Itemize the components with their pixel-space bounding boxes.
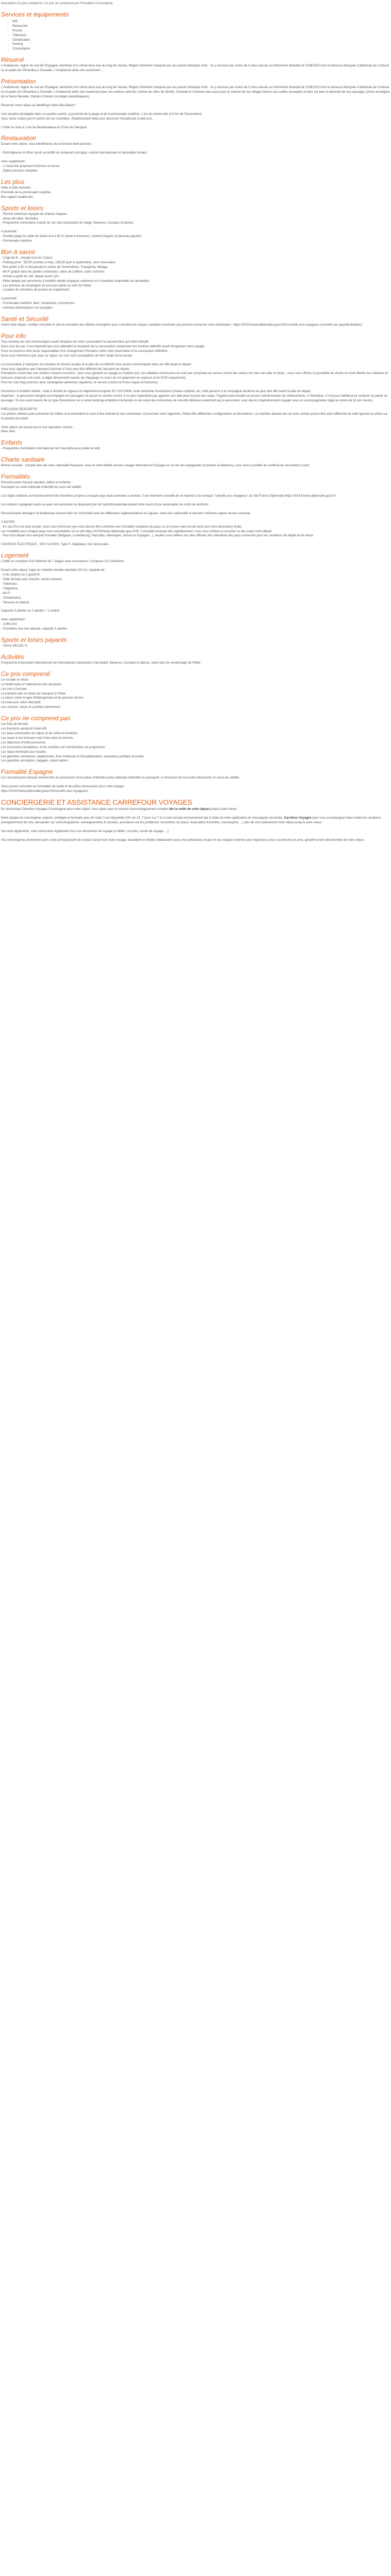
sante-title: Santé et Sécurité xyxy=(1,315,49,323)
enfants-paragraph: - Programme d'animation international non francophone en juillet et août. xyxy=(1,447,101,451)
sports-payants-section xyxy=(1,636,390,649)
formalites-paragraph: Les mineurs voyageant seuls ou avec une personne ne disposant pas de l'autorité parentale doivent être munis d'une autorisation de sortie de territoire. xyxy=(1,503,209,506)
formalites-title: Formalités xyxy=(1,473,30,481)
service-item: • Parking xyxy=(12,42,390,47)
presentation-paragraph: L'hôtel se situe à 1 km de Benalmadena et 13 km de l'aéroport. xyxy=(1,126,88,129)
pour-info-section xyxy=(1,332,390,434)
conciergerie-p2-text: Notre équipe de conciergerie, experte, protégée et humaine (pas de robot !) est disponible 24h sur 24, 7 jours sur 7 et à votre écoute exclusivement par le biais de notre application de messagerie sécurisée, xyxy=(1,816,284,820)
logement-title: Logement xyxy=(1,552,29,560)
restauration-paragraph: Avec supplément : - 1 snack-bar proposant boissons et encas. - Option pension complète. xyxy=(1,160,60,173)
logement-paragraph: Durant votre séjour, logez en chambre double standard (23 m²), équipée de : - 2 lits simples ou 1 grand lit. - Salle de bain avec douche, sèche-cheveux. - Télévision. - Téléphone. - Wi-Fi. - Climatisation. - Terrasse ou balcon. xyxy=(1,569,106,604)
conciergerie-p1-text: En choisissant Carrefour Voyages Conciergerie pour votre séjour, vous optez pour un service d'accompagnement complet xyxy=(1,808,169,811)
sports-title: Sports et loisirs xyxy=(1,204,44,212)
sante-section xyxy=(1,315,390,328)
formalites-paragraph: COURANT ÉLECTRIQUE : 230 V et 50Hz. Type F. Adaptateur non nécessaire. xyxy=(1,543,109,547)
necomprend-line: Les repas éventuels aux escales. xyxy=(1,750,47,754)
plus-line: Bon rapport qualité prix xyxy=(1,195,34,199)
activites-title: Activités xyxy=(1,653,24,660)
plus-lines xyxy=(1,186,390,200)
charte-section xyxy=(1,456,390,468)
plus-line: Proximité de la promenade maritime xyxy=(1,191,51,194)
formalites-section xyxy=(1,473,390,547)
restauration-section xyxy=(1,134,390,174)
conciergerie-p4: Vos conciergeries deviennent alors votre principal point de contact durant tout votre voyage, travaillant en étroite collaboration avec nos partenaires locaux et nos équipes internes pour répondre à tous vos besoins et ainsi, garantir le bon déroulement de votre séjour. xyxy=(1,838,365,842)
conciergerie-p2-bold: Carrefour Voyages xyxy=(284,816,312,820)
comprend-line: Les services, loisirs et activités mentionnés. xyxy=(1,706,61,709)
charte-paragraph: Bonne nouvelle : Compte tenu de votre nationalité française, vous et votre famille pouvez voyager librement en Espagne et sur les îles espagnoles (Canaries et Baléares), sans avoir à justifier de certificat de vaccination Covid. xyxy=(1,464,310,468)
comprend-line: Les vols à l'arrivée. xyxy=(1,687,28,691)
enfants-title: Enfants xyxy=(1,439,22,447)
service-item: • Télévision xyxy=(12,33,390,38)
comprend-line: Le séjour selon le type d'hébergement et de pension choisis. xyxy=(1,697,84,700)
sports-section xyxy=(1,205,390,244)
necomprend-line: Les frais de dossier. xyxy=(1,723,29,726)
enfants-section xyxy=(1,439,390,451)
bon-paragraph: A proximité : - Promenade maritime, bars, restaurants, commerces... - Animaux domestiques non acceptés. xyxy=(1,297,77,310)
conciergerie-p2-end: pour vous accompagner dans toutes les situations (enregistrement de vols, demandes sur votre programme, renseignements & conseils, assistance sur les problèmes rencontrés sur place, réservation d'activités, conciergerie, ...) afin de vivre pleinement votre séjour jusqu'à votre retour. xyxy=(1,816,381,824)
formalite_esp-paragraph: Les ressortissants français doivent être en possession d'une pièce d'identité (carte nationale d'identité ou passeport, à l'exclusion de tout autre document) en cours de validité. xyxy=(1,776,240,780)
plus-title: Les plus xyxy=(1,178,24,185)
necomprend-line: Les dépenses d'ordre personnel. xyxy=(1,741,46,744)
pourinfo-paragraph: PRÉCISION DESCRIPTIF Les photos utilisées pour présenter les hôtels et la destination le sont à titre indicatif et non-contractuel. Concernant votre logement, l'hôtel offre différentes configurations et décorations. La chambre allouée lors de votre arrivée pourra être ainsi différente de celle figurant en photo sur le présent descriptif. xyxy=(1,408,388,420)
services-title: Services et équipements xyxy=(1,10,69,18)
sports-paragraph: A proximité: - Grande plage de sable de Santa Ana à 60 m (route à traverser), chaises longues et parasols payants. - Promenade maritime. xyxy=(1,230,142,243)
top-nav-line[interactable]: Description Ce prix comprend / Ce prix ne comprend pas Formalités Conciergerie xyxy=(1,2,113,5)
conciergerie-p2 xyxy=(1,816,390,825)
services-list xyxy=(1,20,390,52)
necomprend-line: Les repas et les boissons non inclus dans la formule. xyxy=(1,736,74,740)
presentation-paragraph: Réservez votre séjour au MedPlaya Hotel Alba Beach ! xyxy=(1,104,77,107)
resume-text: L'Andalousie, région du sud de l'Espagne, bénéficie d'un climat doux tout au long de l'année. Région fortement marquée par son passé historique riche : on y recense pas moins de 5 sites classés au Patrimoine Mondial de l'UNESCO dont la fameuse Mosquée Cathédrale de Cordoue ou le palais de l'Alhambra à Grenade. L'Andalousie attire non seulement ... xyxy=(1,64,389,73)
comprend-line: Les boissons selon descriptif. xyxy=(1,701,42,705)
pourinfo-paragraph: Votre séjour est assuré par le tour opérateur suivant : Plein Vent xyxy=(1,426,74,434)
pourinfo-paragraph: La convocation à l'aéroport, les horaires en heures locales et le plan de vol définitif vous seront communiqués dans les 48h avant le départ. Vous vous signalons que l'aéroport d'arrivée à Paris peut être différent de l'aéroport de départ. Prestations à bord des vols charters moyens-courriers : pour vous garantir un voyage au meilleur prix, les collations et boissons ne sont pas comprises au service à bord des avions lors des vols aller et retour ; nous vous offrons la possibilité de choisir en toute liberté vos collations et boissons proposés à la carte, à régler directement auprès de l'équipage ou cours du vol (paiement en espèces et en EUR uniquement) Pour les vols long-courriers avec compagnies aériennes régulières, le service à bord est inclus (repas et boissons). xyxy=(1,363,388,385)
presentation-title: Présentation xyxy=(1,78,36,86)
comprend-line: Le vol aller et retour. xyxy=(1,678,29,682)
sports-paragraph: - Piscine extérieure équipée de chaises longues. - Jeneu de table, fléchettes. - Programme d'animation à partir du 1er mai (spectacles de magie, flamenco, musique et danse). xyxy=(1,212,134,225)
logement-paragraph: Capacité 3 adultes ou 2 adultes + 1 enfant. xyxy=(1,609,60,613)
formalites-paragraph: Ressortissants français (adultes, bébés et enfants) : Passeport ou carte nationale d'identité en cours de validité. xyxy=(1,481,82,489)
plus-line: Hôtel à taille humaine xyxy=(1,186,31,190)
comprend-line: Le transfert aller et retour de l'aéroport à l'hôtel. xyxy=(1,692,67,696)
ne-comprend-list xyxy=(1,722,390,764)
ne-comprend-title: Ce prix ne comprend pas xyxy=(1,715,71,722)
pourinfo-paragraph: Personnes à mobilité réduite : suite à l'entrée en vigueur du règlement européen EU 1107/2006, toute demande d'assistance (chaise roulante, etc.) doit parvenir à la compagnie aérienne au plus tard 48h avant la date de départ. Important : le personnel navigant accompagne les passagers et assure le service à bord. Il ne peut cependant pas apporter son aide pour la prise des repas, l'hygiène personnelle ou encore l'administration de médicaments. À l'identique, il n'est pas habilité pour soulever ou porter un passager. Si vous avez besoin de ce type d'assistance ou si votre handicap empêche d'entendre ou de suivre les instructions de sécurité délivrées oralement par le personnel, vous devrez impérativement voyager avec un accompagnateur (âgé au moins de 16 ans révolu). xyxy=(1,390,388,402)
necomprend-line: Les excursions facultatives, et les activités non mentionnées au programme. xyxy=(1,745,106,749)
bon-paragraph: - Linge de lit : change tous les 3 jours. - Parking privé : 5EUR (octobre à mai), 15EUR (juin à septembre), sans réservation. - Bus public à 50 m desservant le centre de Torremolinos, Fuengirola, Malaga. - Wi-Fi gratuit dans les parties communes, salon de coiffure, salon commun. - Arrivée à partir de 14h, départ avant 12h. - Hôtel adapté aux personnes à mobilité réduite (espaces communs et 4 chambres disponible sur demande). - Les animaux de compagnie ne sont pas admis au sein de l'hôtel. - Location de serviettes de piscine en supplément. xyxy=(1,257,150,292)
formalites-paragraph: Ressortissants étrangers et binationaux devront être en conformité avec les différentes réglementations en vigueur, selon leur nationalité et devront s'informer auprès de leur consulat. xyxy=(1,512,251,515)
formalites-paragraph: Les règles relatives au franchissement des frontières propres à chaque pays étant amenées à évoluer, il est vivement conseillé de se reporter à la rubrique "conseils aux voyageurs" du site France Diplomatie.https://XXXX/www.diplomatie.gouv.fr/ xyxy=(1,495,336,498)
formalite-espagne-section xyxy=(1,768,390,794)
presentation-paragraph: Une situation privilégiée dans un quartier animé, à proximité de la plage et de la promenade maritime, 1 km du centre-ville et 5 km de Torremolinos. Vous serez surpris par le confort de ses chambres. Établissement idéal pour découvrir l'Andalousie à petit prix. xyxy=(1,112,203,121)
necomprend-line: Les garanties assistance, rapatriement, frais médicaux et d'hospitalisation, assistance juridique et privée. xyxy=(1,755,145,758)
service-item: • Climatisation xyxy=(12,38,390,43)
bon-a-savoir-section xyxy=(1,248,390,311)
service-item: • Piscine xyxy=(12,29,390,33)
formalites-paragraph: A NOTER - En cas d'un vol avec escale, nous vous informons que vous devrez être conforme aux formalités sanitaires du pays où se trouve votre escale ainsi que votre destination finale. Les modalités pour chaque pays sont consultables sur le site https://XXXX/www.diplomatie.gouv.fr/fr/. L'actualité évoluant très régulièrement, nous vous invitons à consulter ce lien avant votre départ. - Pour tout départ d'un aéroport frontalier (Belgique, Luxembourg, Pays-Bas, Allemagne, Suisse ou Espagne...), veuillez vous référer aux sites officiels des ministères des pays concernés pour les conditions de départ et de retour. xyxy=(1,520,314,538)
service-item: • Restaurant xyxy=(12,24,390,29)
necomprend-line: Les taxes éventuelles de séjour et de sortie du territoire. xyxy=(1,732,78,735)
activites-paragraph: Programme d'animation international non francophone (spectacles d'acrobatie, flamenco, musique et danse), selon taux de remplissage de l'hôtel. xyxy=(1,661,201,665)
comprend-title: Ce prix comprend xyxy=(1,670,50,677)
bon-title: Bon à savoir xyxy=(1,248,36,256)
presentation-section xyxy=(1,78,390,130)
conciergerie-p1-bold: dès la veille de votre départ xyxy=(169,808,210,811)
restauration-paragraph: Durant votre séjour, vous bénéficierez de la formule demi-pension. xyxy=(1,143,92,146)
pourinfo-paragraph: Tous horaires de vols communiqués avant réception de votre convocation ne peuvent être qu'à titre indicatif. Dans tous les cas, il est impératif que vous attendiez la réception de la convocation comprenant les horaires définitifs avant d'organiser votre voyage. Nous ne pourrons être tenus responsables d'un changement d'horaires entre votre réservation et la convocation définitive. Nous vous informons que, pour ce séjour, les vols sont susceptibles de faire l'objet d'une escale. xyxy=(1,340,205,358)
logement-paragraph: L'hôtel se compose d'un bâtiment de 7 étages avec ascenseurs. Il propose 210 chambres. xyxy=(1,560,125,564)
conciergerie-p1 xyxy=(1,807,390,812)
sports2-title: Sports et loisirs payants xyxy=(1,636,67,644)
necomprend-line: Les garanties annulation, bagages, retard aérien. xyxy=(1,759,69,763)
comprend-line: Le forfait taxes et redevances des aéroports. xyxy=(1,683,62,686)
sports2-paragraph: - Tennis SELON, N. xyxy=(1,645,28,648)
restauration-paragraph: - Petit déjeuner et dîner servis au buffet du restaurant principal, cuisine internationale et spécialités locales. xyxy=(1,151,148,155)
presentation-paragraph: L'Andalousie, région du sud de l'Espagne, bénéficie d'un climat doux tout au long de l'année. Région fortement marquée par son passé historique riche : on y recense pas moins de 5 sites classés au Patrimoine Mondial de l'UNESCO dont la fameuse Mosquée Cathédrale de Cordoue ou le palais de l'Alhambra à Grenade. L'Andalousie attire non seulement pour ses centres culturels comme les villes de Séville, Grenade et Cordoue mais aussi pour le charme de ses villages blancs aux ruelles escarpées et bien sûr pour la diversité de ses paysages (cimes enneigées de la Sierra Nevada, champs d'oliviers ou plages paradisiaques). xyxy=(1,86,390,98)
service-item: • Conciergerie xyxy=(12,47,390,52)
conciergerie-p1-end: jusqu'à votre retour. xyxy=(209,808,238,811)
pourinfo-title: Pour info xyxy=(1,332,26,340)
formalite_esp-paragraph: Vous pouvez consulter les formalités de santé et de police nécessaires pour votre voyage : https://XXXX/www.diplomatie.gouv.fr/fr/conseils-aux-voyageurs/ xyxy=(1,785,126,793)
sante-paragraph: Avant votre départ, veuillez consulter le site du ministère des Affaires étrangères pour connaître les risques sanitaires éventuels qui peuvent concerner votre destination : https://XXXX/www.diplomatie.gouv.fr/fr/conseils-aux-voyageurs (conseils par pays/destination) xyxy=(1,324,363,327)
charte-title: Charte sanitaire xyxy=(1,456,45,464)
restauration-title: Restauration xyxy=(1,134,37,142)
service-item: • Wifi xyxy=(12,20,390,24)
conciergerie-title: CONCIERGERIE ET ASSISTANCE CARREFOUR VOYAGES xyxy=(1,799,192,807)
page xyxy=(0,0,391,851)
comprend-list xyxy=(1,678,390,710)
logement-section xyxy=(1,552,390,632)
resume-title: Résumé xyxy=(1,56,24,64)
conciergerie-p3: Via notre application, vous retrouverez également tous vos documents de voyage (e-billets, voucher, carnet de voyage, ...) xyxy=(1,829,169,833)
necomprend-line: Les transferts aéroport/ hôtel A/R. xyxy=(1,727,47,731)
logement-paragraph: Avec supplément : - Coffre-fort. - Chambres vue mer latérale, capacité 2 adultes. xyxy=(1,618,68,631)
activites-section xyxy=(1,653,390,666)
formalite_esp-title: Formalité Espagne xyxy=(1,768,53,776)
